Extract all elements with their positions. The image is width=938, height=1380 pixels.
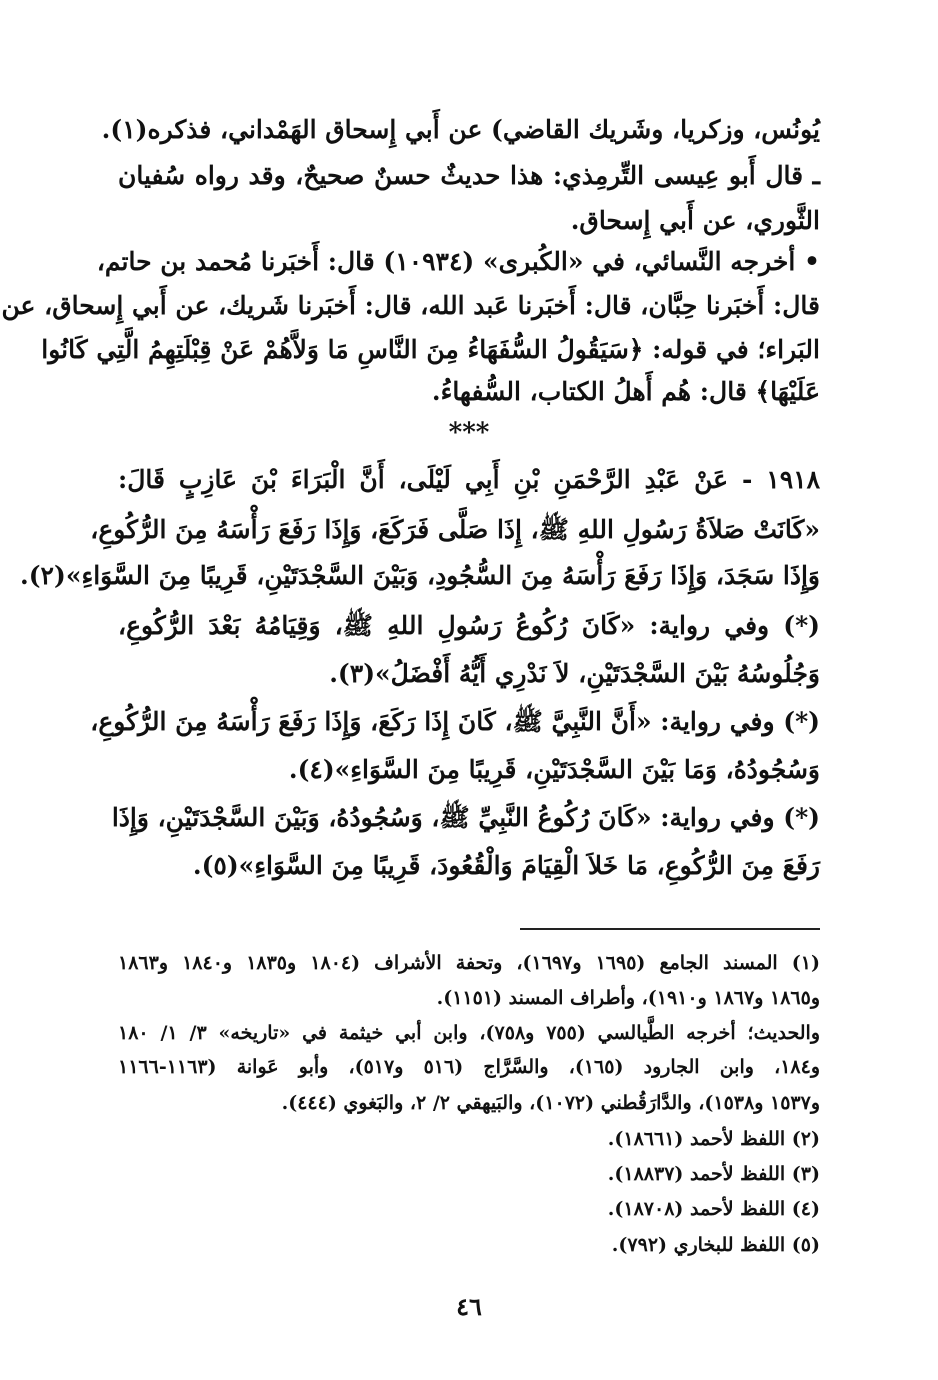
footnote-line: و١٨٦٥ و١٨٦٧ و١٩١٠)، وأطراف المسند (١١٥١). (436, 987, 820, 1009)
hadith-line: (*) وفي رواية: «كَانَ رُكُوعُ النَّبِيِّ ﷺ، وَسُجُودُهُ، وَبَيْنَ السَّجْدَتَيْنِ، وَإِذَا (111, 803, 820, 832)
body-line: البَراء؛ في قوله: ﴿سَيَقُولُ السُّفَهَاءُ مِنَ النَّاسِ مَا وَلاَّهُمْ عَنْ قِبْلَتِهِمُ الَّتِي كَانُوا (41, 335, 820, 364)
hadith-line: (*) وفي رواية: «كَانَ رُكُوعُ رَسُولِ اللهِ ﷺ، وَقِيَامُهُ بَعْدَ الرُّكُوعِ، (118, 611, 820, 640)
hadith-line: وَجُلُوسُهُ بَيْنَ السَّجْدَتَيْنِ، لاَ نَدْرِي أَيُّهُ أَفْضَلُ»(٣). (329, 659, 820, 688)
hadith-line: رَفَعَ مِنَ الرُّكُوعِ، مَا خَلاَ الْقِيَامَ وَالْقُعُودَ، قَرِيبًا مِنَ السَّوَاءِ»(٥). (192, 851, 820, 880)
hadith-line: وَإِذَا سَجَدَ، وَإِذَا رَفَعَ رَأْسَهُ مِنَ السُّجُودِ، وَبَيْنَ السَّجْدَتَيْنِ، قَرِيبًا مِنَ السَّوَاءِ»(٢). (20, 561, 820, 590)
body-line: يُونُس، وزكريا، وشَريك القاضي) عن أَبي إِسحاق الهَمْداني، فذكره(١). (101, 115, 820, 144)
footnote-divider (520, 928, 820, 930)
hadith-line: «كَانَتْ صَلاَةُ رَسُولِ اللهِ ﷺ، إِذَا صَلَّى فَرَكَعَ، وَإِذَا رَفَعَ رَأْسَهُ مِنَ الرُّكُوعِ، (90, 515, 820, 544)
hadith-line: وَسُجُودُهُ، وَمَا بَيْنَ السَّجْدَتَيْنِ، قَرِيبًا مِنَ السَّوَاءِ»(٤). (288, 755, 820, 784)
footnote-line: (١) المسند الجامع (١٦٩٥ و١٦٩٧)، وتحفة الأشراف (١٨٠٤ و١٨٣٥ و١٨٤٠ و١٨٦٣ (118, 952, 820, 974)
footnote-line: (٣) اللفظ لأحمد (١٨٨٣٧). (607, 1163, 820, 1185)
page-number: ٤٦ (456, 1292, 482, 1321)
footnote-line: و١٨٤، وابن الجارود (١٦٥)، والسَّرَّاج (٥١٦ و٥١٧)، وأبو عَوانة (١١٦٣-١١٦٦ (118, 1056, 821, 1078)
footnote-line: (٢) اللفظ لأحمد (١٨٦٦١). (607, 1128, 820, 1150)
footnote-line: و١٥٣٧ و١٥٣٨)، والدَّارَقُطني (١٠٧٢)، والبَيهقي ٢/ ٢، والبَغوي (٤٤٤). (281, 1092, 820, 1114)
section-separator: *** (448, 418, 490, 448)
hadith-line: ١٩١٨ - عَنْ عَبْدِ الرَّحْمَنِ بْنِ أَبِي لَيْلَى، أَنَّ الْبَرَاءَ بْنَ عَازِبٍ قَالَ: (118, 465, 820, 494)
body-line: ـ قال أَبو عِيسى التِّرمِذي: هذا حديثٌ حسنٌ صحيحٌ، وقد رواه سُفيان (118, 161, 820, 190)
hadith-line: (*) وفي رواية: «أَنَّ النَّبِيَّ ﷺ، كَانَ إِذَا رَكَعَ، وَإِذَا رَفَعَ رَأْسَهُ مِنَ الرُّكُوعِ، (90, 707, 820, 736)
body-line: الثَّوري، عن أَبي إِسحاق. (570, 206, 820, 235)
footnote-line: (٥) اللفظ للبخاري (٧٩٢). (611, 1234, 820, 1256)
body-line: عَلَيْهَا﴾ قال: هُم أَهلُ الكتاب، السُّفهاءُ. (431, 377, 820, 406)
body-line: • أخرجه النَّسائي، في «الكُبرى» (١٠٩٣٤) قال: أَخبَرنا مُحمد بن حاتم، (96, 247, 820, 276)
footnote-line: (٤) اللفظ لأحمد (١٨٧٠٨). (607, 1198, 820, 1220)
body-line: قال: أَخبَرنا حِبَّان، قال: أَخبَرنا عَبد الله، قال: أَخبَرنا شَريك، عن أَبي إِسحاق، عن (1, 291, 820, 320)
footnote-line: والحديث؛ أخرجه الطَّيالسي (٧٥٥ و٧٥٨)، وابن أبي خيثمة في «تاريخه» ٣/ ١/ ١٨٠ (118, 1022, 821, 1044)
